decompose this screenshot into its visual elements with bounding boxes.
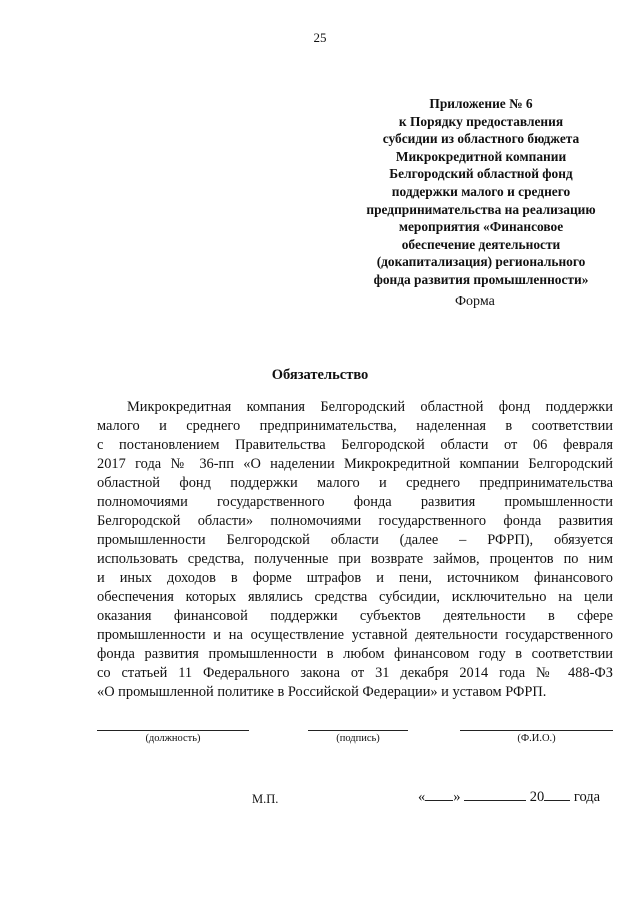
- body-line: малого и среднего предпринимательства, наделенная в соответствии: [97, 418, 613, 434]
- body-line: с постановлением Правительства Белгородской области от 06 февраля: [97, 437, 613, 453]
- name-signature-line[interactable]: [460, 730, 613, 731]
- body-line: обеспечения которых являлись средства субсидии, исключительно на цели: [97, 589, 613, 605]
- document-title: Обязательство: [271, 367, 369, 383]
- appendix-line: Микрокредитной компании: [395, 148, 567, 164]
- body-line: промышленности и на осуществление уставной деятельности государственного: [97, 627, 613, 643]
- appendix-line: обеспечение деятельности: [401, 236, 561, 252]
- body-line: промышленности Белгородской области (далее – РФРП), обязуется: [97, 532, 613, 548]
- body-line: «О промышленной политике в Российской Федерации» и уставом РФРП.: [97, 684, 547, 700]
- appendix-line: мероприятия «Финансовое: [398, 219, 564, 235]
- appendix-header: [322, 95, 640, 289]
- appendix-line: Приложение № 6: [429, 96, 533, 111]
- body-line: фонда развития промышленности в любом финансовом году в соответствии: [97, 646, 613, 662]
- obligation-text: [97, 398, 613, 702]
- day-blank[interactable]: [425, 787, 453, 801]
- appendix-line: Белгородский областной фонд: [389, 166, 573, 182]
- appendix-line: фонда развития промышленности»: [373, 271, 589, 287]
- page-number: 25: [313, 30, 327, 45]
- signature-line[interactable]: [308, 730, 408, 731]
- body-line: и иных доходов в форме штрафов и пени, источником финансового: [97, 570, 613, 586]
- appendix-line: предпринимательства на реализацию: [366, 201, 596, 217]
- appendix-line: к Порядку предоставления: [398, 113, 564, 129]
- name-caption: (Ф.И.О.): [517, 733, 556, 744]
- appendix-line: (докапитализация) регионального: [376, 254, 586, 270]
- body-line: Микрокредитная компания Белгородский областной фонд поддержки: [127, 399, 613, 415]
- body-line: 2017 года № 36-пп «О наделении Микрокредитной компании Белгородский: [97, 456, 613, 472]
- date-field: [418, 787, 600, 806]
- appendix-line: субсидии из областного бюджета: [382, 131, 580, 147]
- year-suffix: года: [573, 789, 601, 805]
- form-label: Форма: [455, 294, 495, 309]
- appendix-line: поддержки малого и среднего: [391, 183, 571, 199]
- body-line: со статьей 11 Федерального закона от 31 декабря 2014 года № 488-ФЗ: [97, 665, 613, 681]
- year-blank[interactable]: [544, 787, 570, 801]
- open-quote: «: [418, 789, 426, 805]
- year-prefix: 20: [529, 789, 545, 805]
- position-signature-line[interactable]: [97, 730, 249, 731]
- signature-caption: (подпись): [336, 733, 380, 744]
- position-caption: (должность): [145, 733, 201, 744]
- body-line: Белгородской области» полномочиями государственного фонда развития: [97, 513, 613, 529]
- stamp-placeholder: М.П.: [252, 792, 279, 806]
- body-line: оказания финансовой поддержки субъектов деятельности в сфере: [97, 608, 613, 624]
- month-blank[interactable]: [464, 787, 526, 801]
- body-line: полномочиями государственного фонда развития промышленности: [97, 494, 613, 510]
- body-line: использовать средства, полученные при возврате займов, процентов по ним: [97, 551, 613, 567]
- body-line: областной фонд поддержки малого и среднего предпринимательства: [97, 475, 613, 491]
- close-quote: »: [453, 789, 461, 805]
